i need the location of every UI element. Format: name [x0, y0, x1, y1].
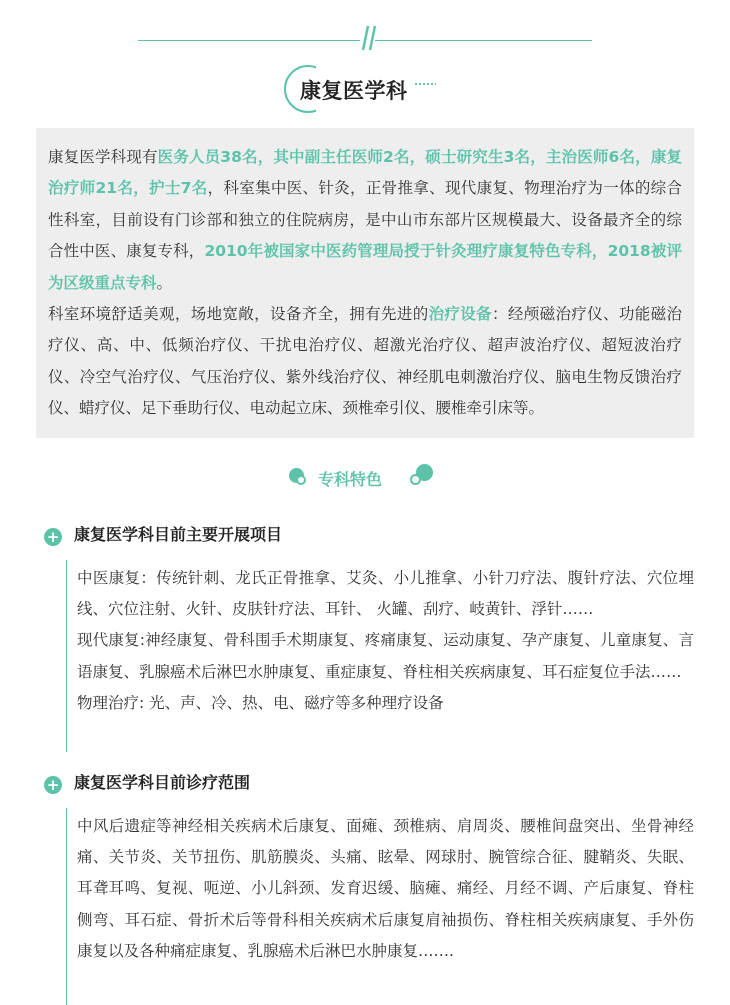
- subtitle-text: 专科特色: [318, 470, 383, 489]
- section-body-scope: [66, 808, 694, 1005]
- list-item: 中医康复：传统针刺、龙氏正骨推拿、艾灸、小儿推拿、小针刀疗法、腹针疗法、穴位埋线、穴位注射、火针、皮肤针疗法、耳针、 火罐、刮疗、岐黄针、浮针……: [77, 569, 694, 619]
- subtitle: [286, 464, 446, 494]
- plus-icon: +: [44, 776, 62, 794]
- section-body-projects: [66, 560, 694, 752]
- ring-decoration-icon: [410, 474, 421, 485]
- section-title: 康复医学科目前诊疗范围: [74, 773, 251, 792]
- ring-decoration-icon: [296, 475, 306, 485]
- intro-paragraph-2: 科室环境舒适美观，场地宽敞，设备齐全，拥有先进的治疗设备：经颅磁治疗仪、功能磁治疗仪、高、中、低频治疗仪、干扰电治疗仪、超激光治疗仪、超声波治疗仪、超短波治疗仪、冷空气治疗仪、气压治疗仪、紫外线治疗仪、神经肌电刺激治疗仪、脑电生物反馈治疗仪、蜡疗仪、足下垂助行仪、电动起立床、颈椎牵引仪、腰椎牵引床等。: [48, 305, 682, 418]
- list-item: 现代康复:神经康复、骨科围手术期康复、疼痛康复、运动康复、孕产康复、儿童康复、言语康复、乳腺癌术后淋巴水肿康复、重症康复、脊柱相关疾病康复、耳石症复位手法……: [77, 631, 694, 681]
- header-divider-left: [138, 40, 360, 41]
- double-slash-icon: [359, 22, 379, 54]
- plus-icon: +: [44, 528, 62, 546]
- intro-paragraph-1: 康复医学科现有医务人员38名，其中副主任医师2名，硕士研究生3名，主治医师6名，康复治疗师21名，护士7名，科室集中医、针灸，正骨推拿、现代康复、物理治疗为一体的综合性科室，目前设有门诊部和独立的住院病房，是中山市东部片区规模最大、设备最齐全的综合性中医、康复专科，2010年被国家中医药管理局授于针灸理疗康复特色专科，2018被评为区级重点专科。: [48, 148, 682, 292]
- list-item: 物理治疗: 光、声、冷、热、电、磁疗等多种理疗设备: [77, 693, 444, 712]
- intro-highlight-staff: 医务人员38名，其中副主任医师2名，硕士研究生3名，主治医师6名，康复治疗师21名，护士7名: [48, 148, 682, 198]
- list-item: 中风后遗症等神经相关疾病术后康复、面瘫、颈椎病、肩周炎、腰椎间盘突出、坐骨神经痛、关节炎、关节扭伤、肌筋膜炎、头痛、眩晕、网球肘、腕管综合征、腱鞘炎、失眠、耳聋耳鸣、复视、呃逆、小儿斜颈、发育迟缓、脑瘫、痛经、月经不调、产后康复、脊柱侧弯、耳石症、骨折术后等骨科相关疾病术后康复肩袖损伤、脊柱相关疾病康复、手外伤康复以及各种痛症康复、乳腺癌术后淋巴水肿康复…….: [77, 817, 694, 960]
- header-divider-right: [375, 40, 592, 41]
- intro-box: [36, 128, 694, 438]
- intro-highlight-awards: 2010年被国家中医药管理局授于针灸理疗康复特色专科，2018被评为区级重点专科: [48, 242, 682, 292]
- page-title: 康复医学科: [300, 79, 408, 103]
- section-title: 康复医学科目前主要开展项目: [74, 525, 283, 544]
- intro-highlight-equipment: 治疗设备: [428, 305, 493, 324]
- title-dots-decoration: [414, 83, 436, 85]
